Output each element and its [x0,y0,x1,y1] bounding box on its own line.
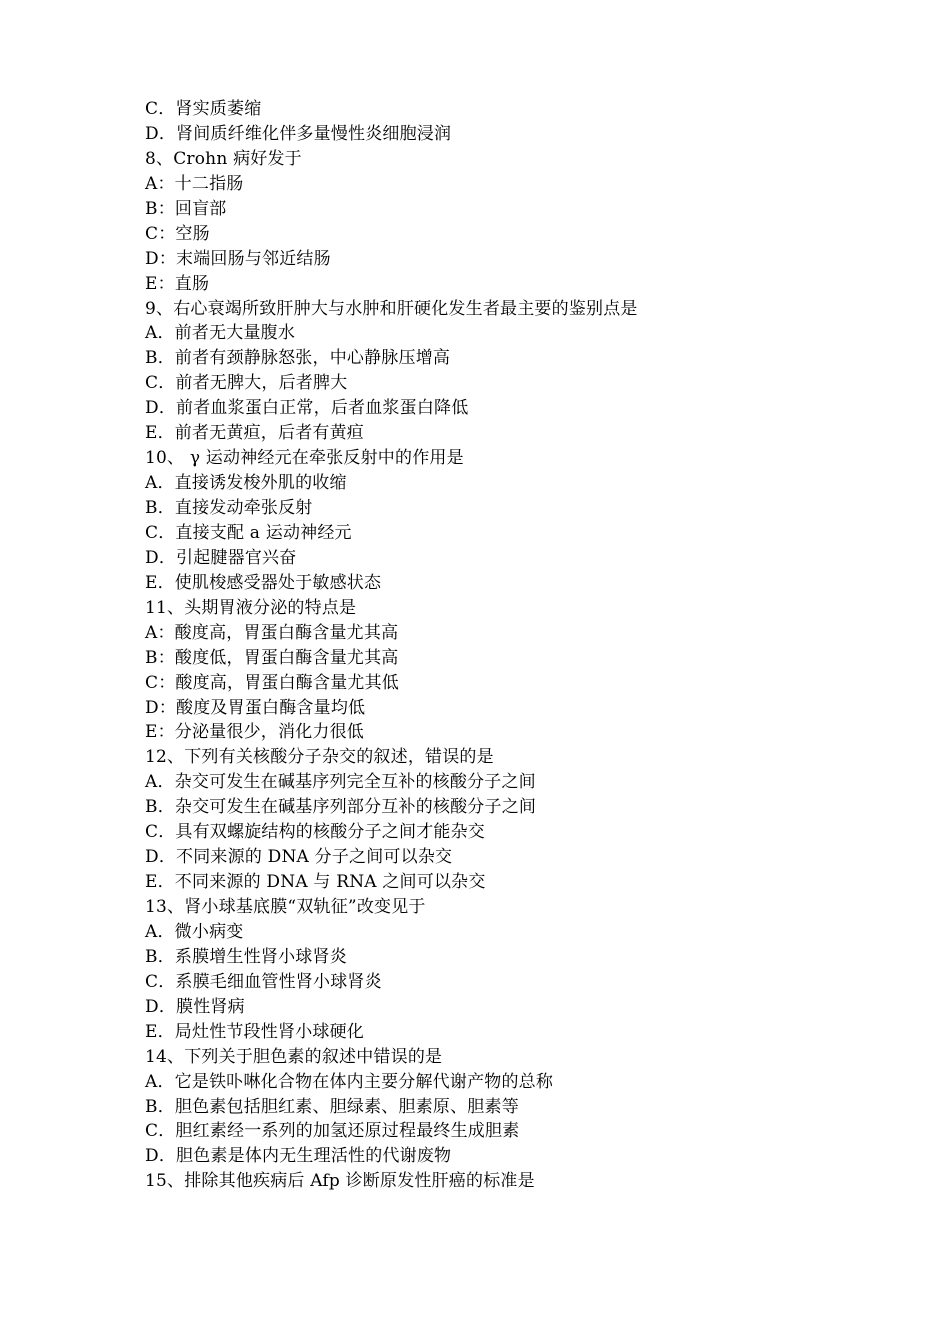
option-line: C．前者无脾大，后者脾大 [145,373,348,394]
question-line: 10、 γ 运动神经元在牵张反射中的作用是 [145,448,464,469]
option-line: A．前者无大量腹水 [145,323,296,344]
document-text-body [145,97,865,1194]
option-line: D．胆色素是体内无生理活性的代谢废物 [145,1146,452,1167]
question-line: 13、肾小球基底膜“双轨征”改变见于 [145,897,426,917]
question-line: 8、Crohn 病好发于 [145,148,302,169]
question-line: 9、右心衰竭所致肝肿大与水肿和肝硬化发生者最主要的鉴别点是 [145,298,638,319]
option-line: C：空肠 [145,223,210,244]
option-line: C．肾实质萎缩 [145,99,262,119]
option-line: A．它是铁卟啉化合物在体内主要分解代谢产物的总称 [145,1071,554,1092]
question-line: 12、下列有关核酸分子杂交的叙述，错误的是 [145,747,494,768]
option-line: D．膜性肾病 [145,996,245,1017]
option-line: D：末端回肠与邻近结肠 [145,248,331,269]
option-line: B．系膜增生性肾小球肾炎 [145,946,347,967]
option-line: A：酸度高，胃蛋白酶含量尤其高 [145,622,399,643]
option-line: D：酸度及胃蛋白酶含量均低 [145,697,366,718]
option-line: B．杂交可发生在碱基序列部分互补的核酸分子之间 [145,797,537,818]
question-line: 14、下列关于胆色素的叙述中错误的是 [145,1046,443,1067]
option-line: B．直接发动牵张反射 [145,498,313,518]
option-line: D．肾间质纤维化伴多量慢性炎细胞浸润 [145,123,452,144]
option-line: B：酸度低，胃蛋白酶含量尤其高 [145,647,399,668]
option-line: C．系膜毛细血管性肾小球肾炎 [145,971,382,992]
question-line: 15、排除其他疾病后 Afp 诊断原发性肝癌的标准是 [145,1171,535,1192]
option-line: A．直接诱发梭外肌的收缩 [145,473,347,494]
option-line: B．前者有颈静脉怒张，中心静脉压增高 [145,348,451,369]
option-line: E．前者无黄疸，后者有黄疸 [145,423,365,444]
option-line: B．胆色素包括胆红素、胆绿素、胆素原、胆素等 [145,1096,519,1117]
question-line: 11、头期胃液分泌的特点是 [145,597,357,618]
option-line: C．具有双螺旋结构的核酸分子之间才能杂交 [145,822,486,843]
option-line: C：酸度高，胃蛋白酶含量尤其低 [145,672,400,693]
option-line: E．不同来源的 DNA 与 RNA 之间可以杂交 [145,872,486,893]
option-line: D．前者血浆蛋白正常，后者血浆蛋白降低 [145,398,469,419]
option-line: D．引起腱器官兴奋 [145,547,297,568]
option-line: E：直肠 [145,273,210,294]
option-line: C．直接支配 a 运动神经元 [145,522,352,543]
option-line: E．局灶性节段性肾小球硬化 [145,1021,365,1042]
option-line: A：十二指肠 [145,173,244,194]
option-line: D．不同来源的 DNA 分子之间可以杂交 [145,847,453,868]
option-line: E：分泌量很少，消化力很低 [145,722,365,743]
option-line: B：回盲部 [145,198,227,219]
option-line: A．微小病变 [145,921,244,942]
option-line: C．胆红素经一系列的加氢还原过程最终生成胆素 [145,1121,520,1142]
option-line: A．杂交可发生在碱基序列完全互补的核酸分子之间 [145,772,536,793]
option-line: E．使肌梭感受器处于敏感状态 [145,572,382,593]
